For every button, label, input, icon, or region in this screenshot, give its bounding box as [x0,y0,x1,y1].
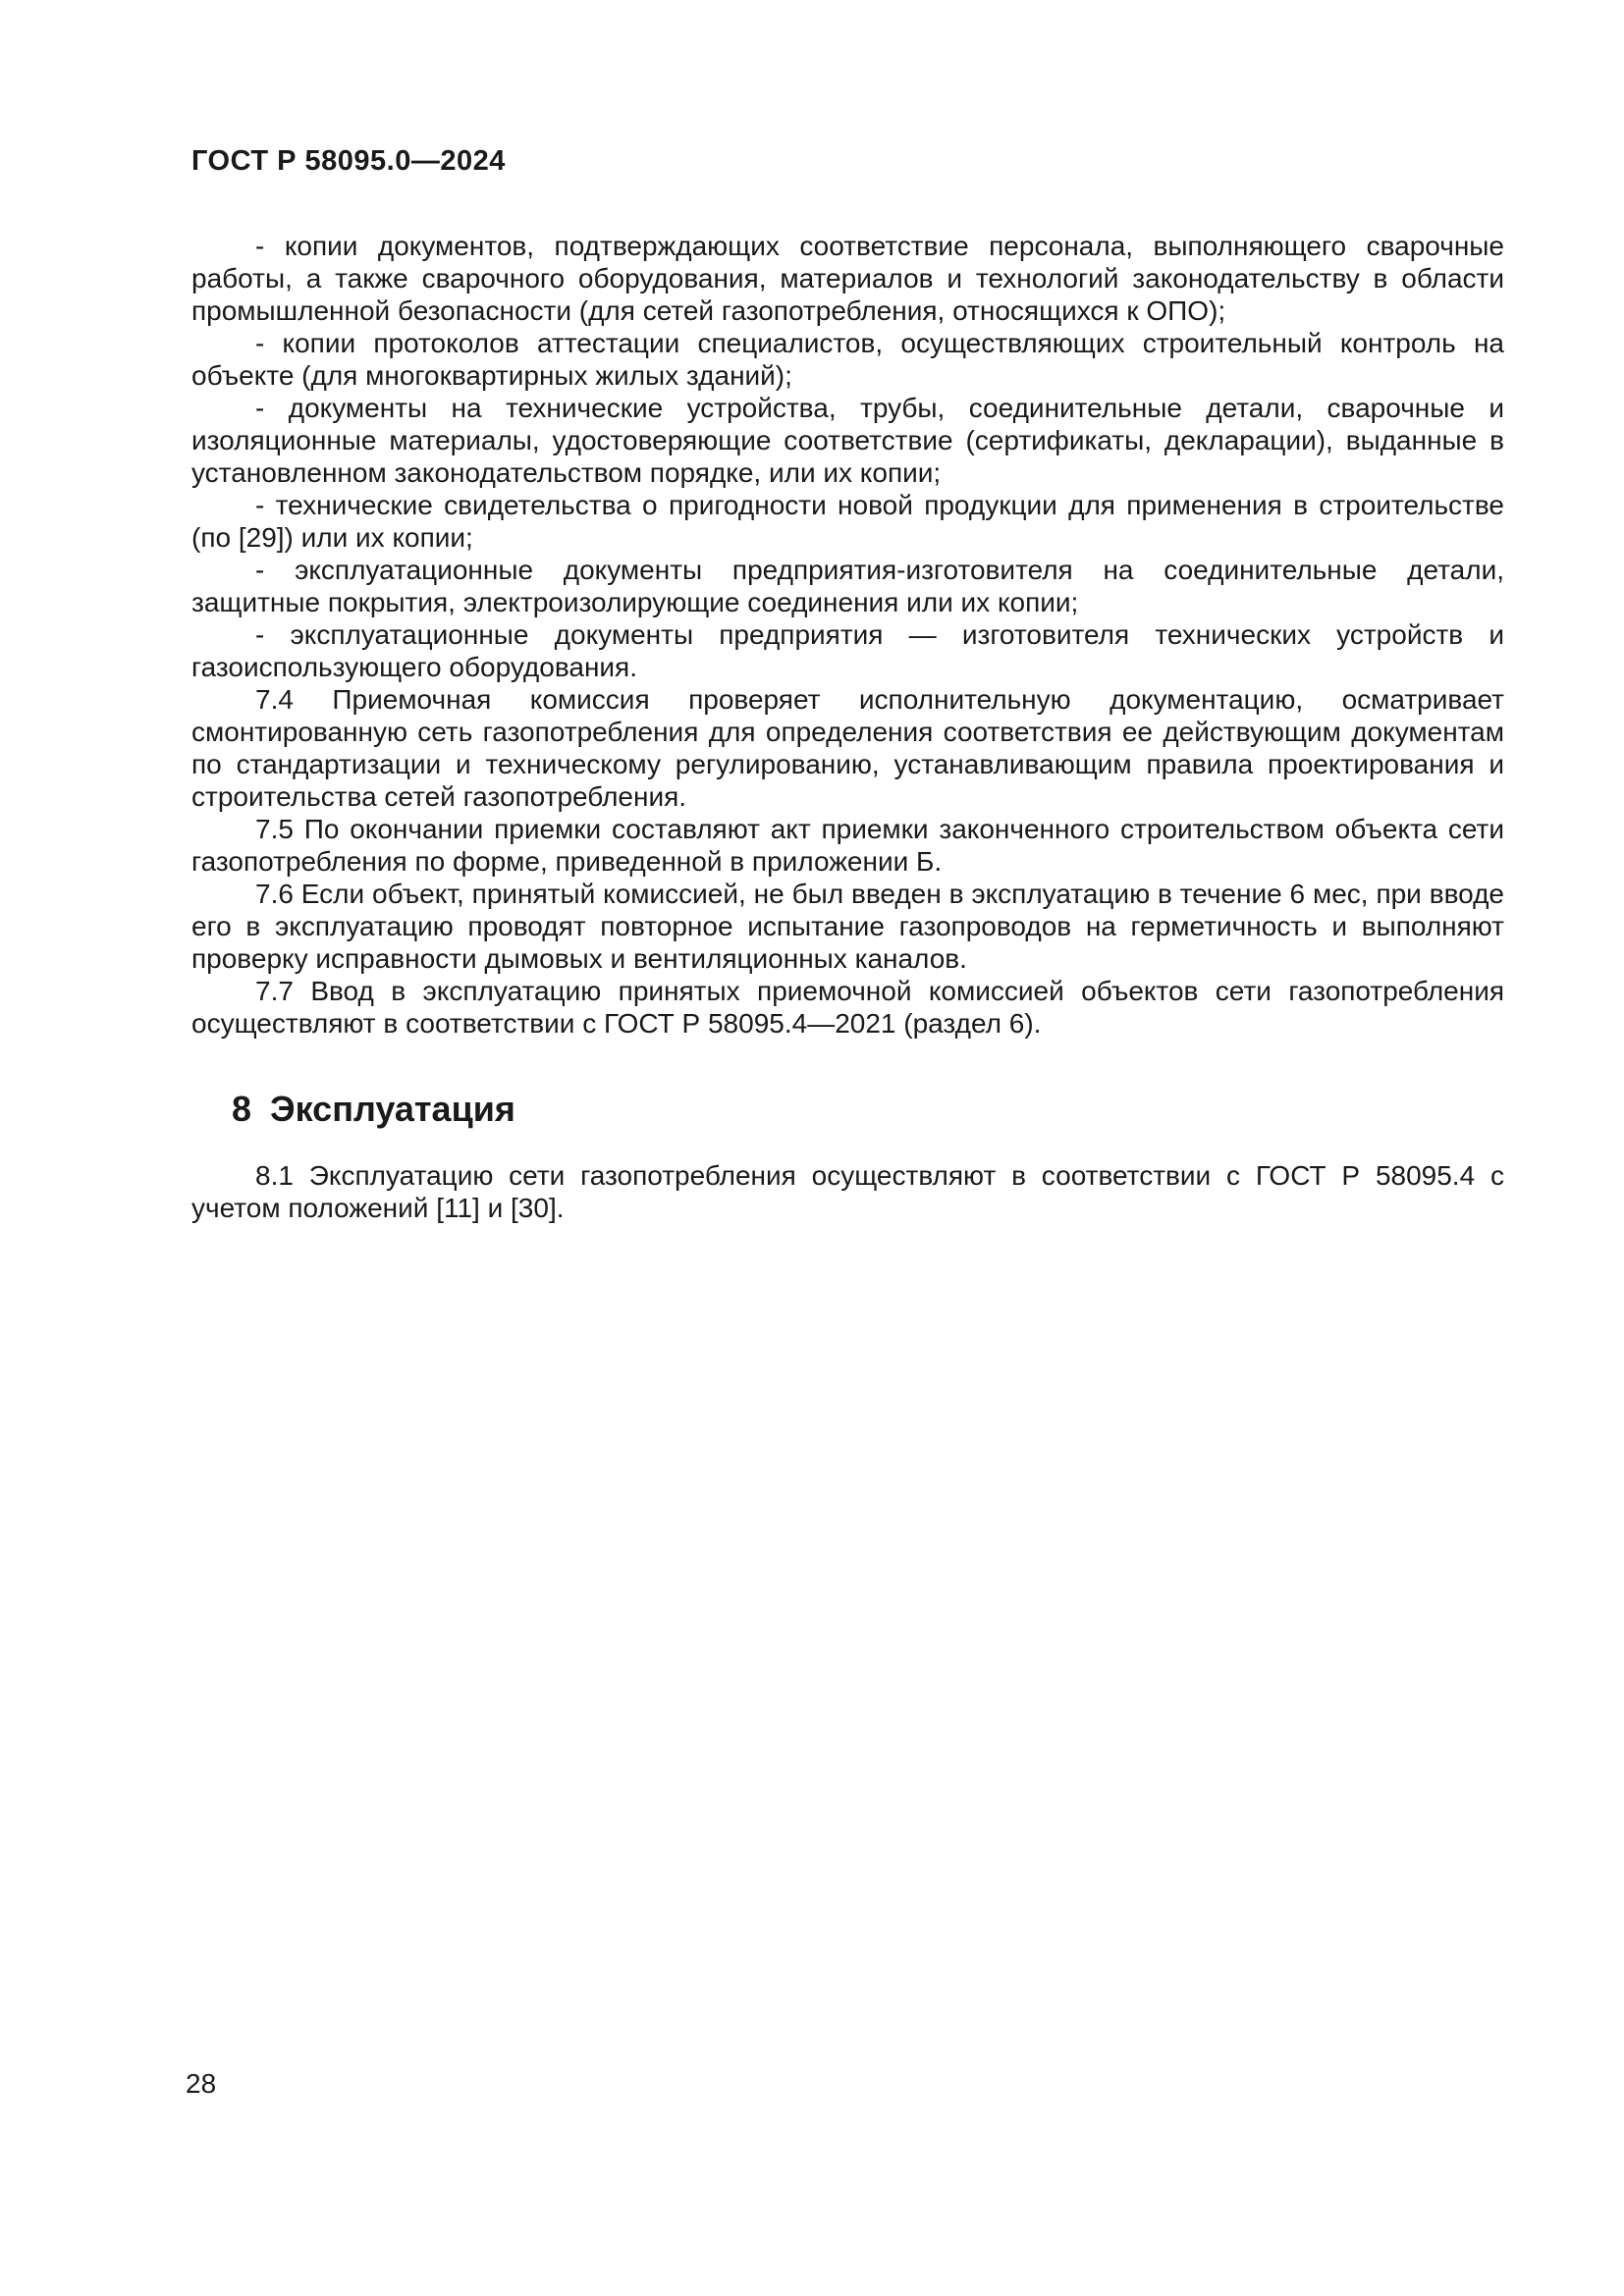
page-number: 28 [186,2068,217,2099]
clause-paragraph-7-5: 7.5 По окончании приемки составляют акт приемки законченного строительством объекта сети газопотребления по форме, приведенной в приложении Б. [191,814,1504,877]
list-item-paragraph: - технические свидетельства о пригодности новой продукции для применения в строительстве (по [29]) или их копии; [191,490,1504,553]
list-item-paragraph: - копии протоколов аттестации специалистов, осуществляющих строительный контроль на объекте (для многоквартирных жилых зданий); [191,328,1504,391]
clause-paragraph-8-1: 8.1 Эксплуатацию сети газопотребления осуществляют в соответствии с ГОСТ Р 58095.4 с учетом положений [11] и [30]. [191,1160,1504,1223]
running-header-standard-code: ГОСТ Р 58095.0—2024 [191,145,506,177]
list-item-paragraph: - копии документов, подтверждающих соответствие персонала, выполняющего сварочные работы, а также сварочного оборудования, материалов и технологий законодательству в области промышленной безопасности (для сетей газопотребления, относящихся к ОПО); [191,231,1504,326]
section-title: Эксплуатация [270,1089,515,1129]
section-number: 8 [232,1089,252,1129]
clause-paragraph-7-4: 7.4 Приемочная комиссия проверяет исполнительную документацию, осматривает смонтированную сеть газопотребления для определения соответствия ее действующим документам по стандартизации и техническому регулированию, устанавливающим правила проектирования и строительства сетей газопотребления. [191,684,1504,812]
clause-paragraph-7-7: 7.7 Ввод в эксплуатацию принятых приемочной комиссией объектов сети газопотребления осуществляют в соответствии с ГОСТ Р 58095.4—2021 (раздел 6). [191,976,1504,1039]
section-heading-8 [232,1090,1504,1129]
list-item-paragraph: - эксплуатационные документы предприятия-изготовителя на соединительные детали, защитные покрытия, электроизолирующие соединения или их копии; [191,555,1504,617]
list-item-paragraph: - документы на технические устройства, трубы, соединительные детали, сварочные и изоляционные материалы, удостоверяющие соответствие (сертификаты, декларации), выданные в установленном законодательством порядке, или их копии; [191,393,1504,488]
list-item-paragraph: - эксплуатационные документы предприятия — изготовителя технических устройств и газоиспользующего оборудования. [191,619,1504,682]
clause-paragraph-7-6: 7.6 Если объект, принятый комиссией, не был введен в эксплуатацию в течение 6 мес, при вводе его в эксплуатацию проводят повторное испытание газопроводов на герметичность и выполняют проверку исправности дымовых и вентиляционных каналов. [191,879,1504,974]
document-body [191,230,1504,1224]
